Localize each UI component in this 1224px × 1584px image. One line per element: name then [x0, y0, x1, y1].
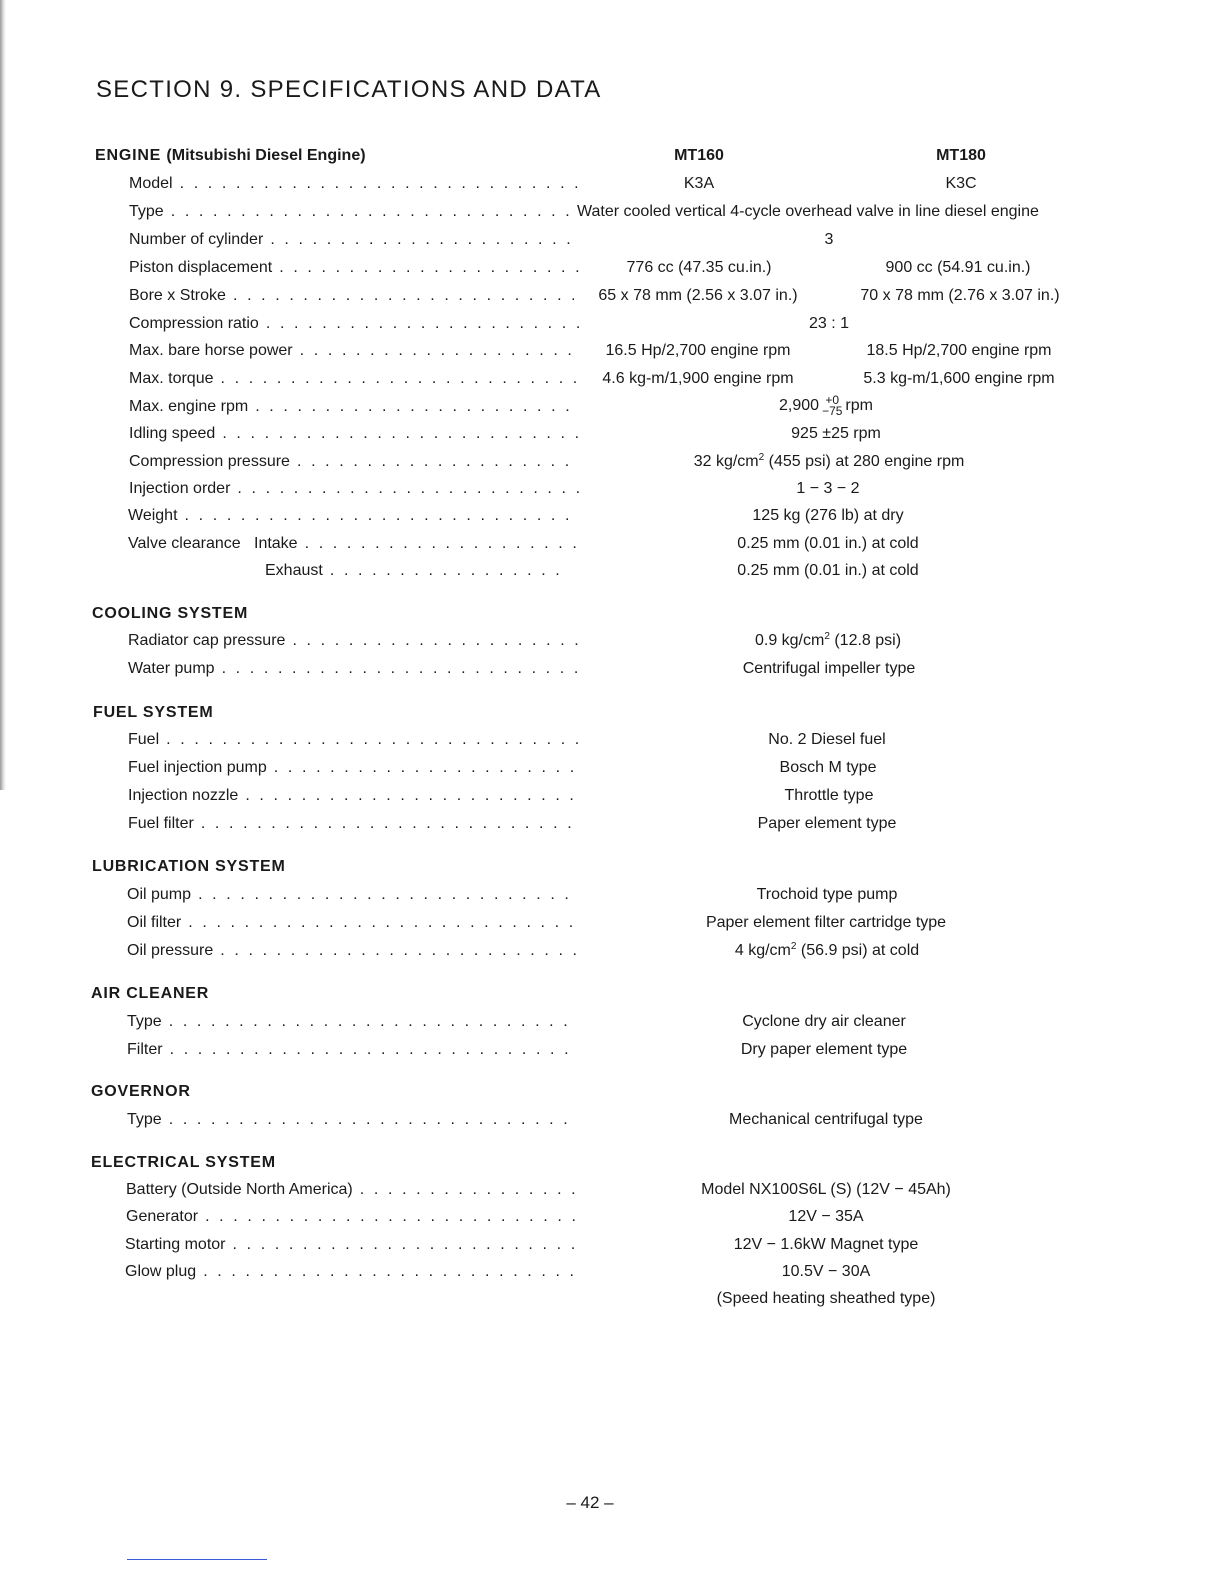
lubrication-heading: LUBRICATION SYSTEM	[92, 858, 286, 875]
column-header-mt160: MT160	[674, 147, 724, 164]
fuel-heading: FUEL SYSTEM	[93, 704, 214, 721]
spec-label-radiator-cap: Radiator cap pressure . . .	[128, 631, 578, 651]
spec-value-type: Water cooled vertical 4-cycle overhead valve in line diesel engine	[577, 203, 1039, 220]
spec-label-fuel: Fuel . . .	[128, 730, 578, 750]
engine-heading: ENGINE (Mitsubishi Diesel Engine)	[95, 147, 366, 164]
spec-label-compression-ratio: Compression ratio . . .	[129, 314, 579, 334]
spec-label-bore-stroke: Bore x Stroke . . .	[129, 286, 574, 306]
spec-value-valve-intake: 0.25 mm (0.01 in.) at cold	[737, 535, 919, 552]
spec-value-bore-stroke-mt180: 70 x 78 mm (2.76 x 3.07 in.)	[860, 287, 1060, 304]
scan-edge	[0, 0, 6, 790]
spec-label-valve-exhaust: Exhaust . . .	[265, 561, 570, 581]
spec-value-max-rpm: 2,900 +0 −75 rpm	[779, 393, 873, 418]
spec-label-oil-pressure: Oil pressure . . .	[127, 941, 577, 961]
spec-value-generator: 12V − 35A	[788, 1208, 864, 1225]
spec-label-model: Model . . .	[129, 174, 579, 194]
spec-value-model-mt160: K3A	[683, 175, 715, 192]
spec-value-bore-stroke-mt160: 65 x 78 mm (2.56 x 3.07 in.)	[598, 287, 798, 304]
spec-value-oil-pump: Trochoid type pump	[756, 886, 898, 903]
spec-value-horse-power-mt180: 18.5 Hp/2,700 engine rpm	[866, 342, 1052, 359]
spec-value-torque-mt160: 4.6 kg-m/1,900 engine rpm	[602, 370, 794, 387]
spec-value-glow-plug-note: (Speed heating sheathed type)	[716, 1290, 936, 1307]
spec-label-glow-plug: Glow plug . . .	[125, 1262, 575, 1282]
spec-label-injection-nozzle: Injection nozzle . . .	[128, 786, 578, 806]
spec-label-idling-speed: Idling speed . . .	[129, 424, 579, 444]
page-number: – 42 –	[566, 1493, 614, 1512]
spec-label-oil-pump: Oil pump . . .	[127, 885, 577, 905]
spec-value-cylinders: 3	[824, 231, 834, 248]
spec-value-model-mt180: K3C	[945, 175, 977, 192]
spec-label-water-pump: Water pump . . .	[128, 659, 578, 679]
spec-value-compression-pressure: 32 $kg/cm^2$ (455 psi) at 280 engine rpm	[693, 452, 965, 470]
spec-value-injection-nozzle: Throttle type	[784, 787, 874, 804]
spec-value-governor-type: Mechanical centrifugal type	[729, 1111, 923, 1128]
spec-value-compression-ratio: 23 : 1	[808, 315, 850, 332]
air-cleaner-heading: AIR CLEANER	[91, 985, 210, 1002]
spec-label-displacement: Piston displacement . . .	[129, 258, 579, 278]
spec-value-injection-pump: Bosch M type	[779, 759, 877, 776]
spec-value-glow-plug: 10.5V − 30A	[781, 1263, 871, 1280]
spec-label-fuel-filter: Fuel filter . . .	[128, 814, 578, 834]
page-title: SECTION 9. SPECIFICATIONS AND DATA	[96, 76, 602, 103]
spec-label-injection-pump: Fuel injection pump . . .	[128, 758, 578, 778]
spec-label-starting-motor: Starting motor . . .	[125, 1235, 575, 1255]
spec-value-air-cleaner-type: Cyclone dry air cleaner	[742, 1013, 906, 1030]
spec-value-water-pump: Centrifugal impeller type	[742, 660, 916, 677]
spec-value-fuel: No. 2 Diesel fuel	[768, 731, 886, 748]
spec-value-displacement-mt160: 776 cc (47.35 cu.in.)	[626, 259, 772, 276]
spec-label-generator: Generator . . .	[126, 1207, 576, 1227]
spec-value-horse-power-mt160: 16.5 Hp/2,700 engine rpm	[605, 342, 791, 359]
spec-label-valve-intake: Valve clearance Intake . . .	[128, 534, 578, 554]
footer-rule	[127, 1559, 267, 1560]
column-header-mt180: MT180	[936, 147, 986, 164]
spec-value-battery: Model NX100S6L (S) (12V − 45Ah)	[701, 1181, 951, 1198]
electrical-heading: ELECTRICAL SYSTEM	[91, 1154, 276, 1171]
spec-label-torque: Max. torque . . .	[129, 369, 579, 389]
spec-label-weight: Weight . . .	[128, 506, 578, 526]
governor-heading: GOVERNOR	[91, 1083, 191, 1100]
spec-label-air-cleaner-type: Type . . .	[127, 1012, 577, 1032]
spec-value-torque-mt180: 5.3 kg-m/1,600 engine rpm	[863, 370, 1055, 387]
spec-value-oil-pressure: 4 $kg/cm^2$ (56.9 psi) at cold	[734, 941, 920, 959]
spec-value-injection-order: 1 − 3 − 2	[796, 480, 860, 497]
spec-value-displacement-mt180: 900 cc (54.91 cu.in.)	[885, 259, 1031, 276]
spec-value-air-filter: Dry paper element type	[740, 1041, 908, 1058]
spec-label-horse-power: Max. bare horse power . . .	[129, 341, 579, 361]
rpm-tolerance: +0 −75	[822, 393, 843, 418]
cooling-heading: COOLING SYSTEM	[92, 605, 249, 622]
spec-label-cylinders: Number of cylinder . . .	[129, 230, 579, 250]
spec-value-valve-exhaust: 0.25 mm (0.01 in.) at cold	[737, 562, 919, 579]
spec-label-oil-filter: Oil filter . . .	[127, 913, 577, 933]
spec-value-oil-filter: Paper element filter cartridge type	[705, 914, 947, 931]
spec-value-weight: 125 kg (276 lb) at dry	[752, 507, 904, 524]
spec-label-governor-type: Type . . .	[127, 1110, 577, 1130]
spec-label-compression-pressure: Compression pressure . . .	[129, 452, 579, 472]
spec-label-air-filter: Filter . . .	[127, 1040, 577, 1060]
spec-label-type: Type . . .	[129, 202, 569, 222]
spec-label-battery: Battery (Outside North America) . . .	[126, 1180, 576, 1200]
spec-value-fuel-filter: Paper element type	[757, 815, 897, 832]
spec-value-starting-motor: 12V − 1.6kW Magnet type	[733, 1236, 919, 1253]
spec-value-idling-speed: 925 ±25 rpm	[791, 425, 881, 442]
spec-label-max-rpm: Max. engine rpm . . .	[129, 397, 579, 417]
spec-value-radiator-cap: 0.9 $kg/cm^2$ (12.8 psi)	[754, 631, 902, 649]
spec-label-injection-order: Injection order . . .	[129, 479, 579, 499]
